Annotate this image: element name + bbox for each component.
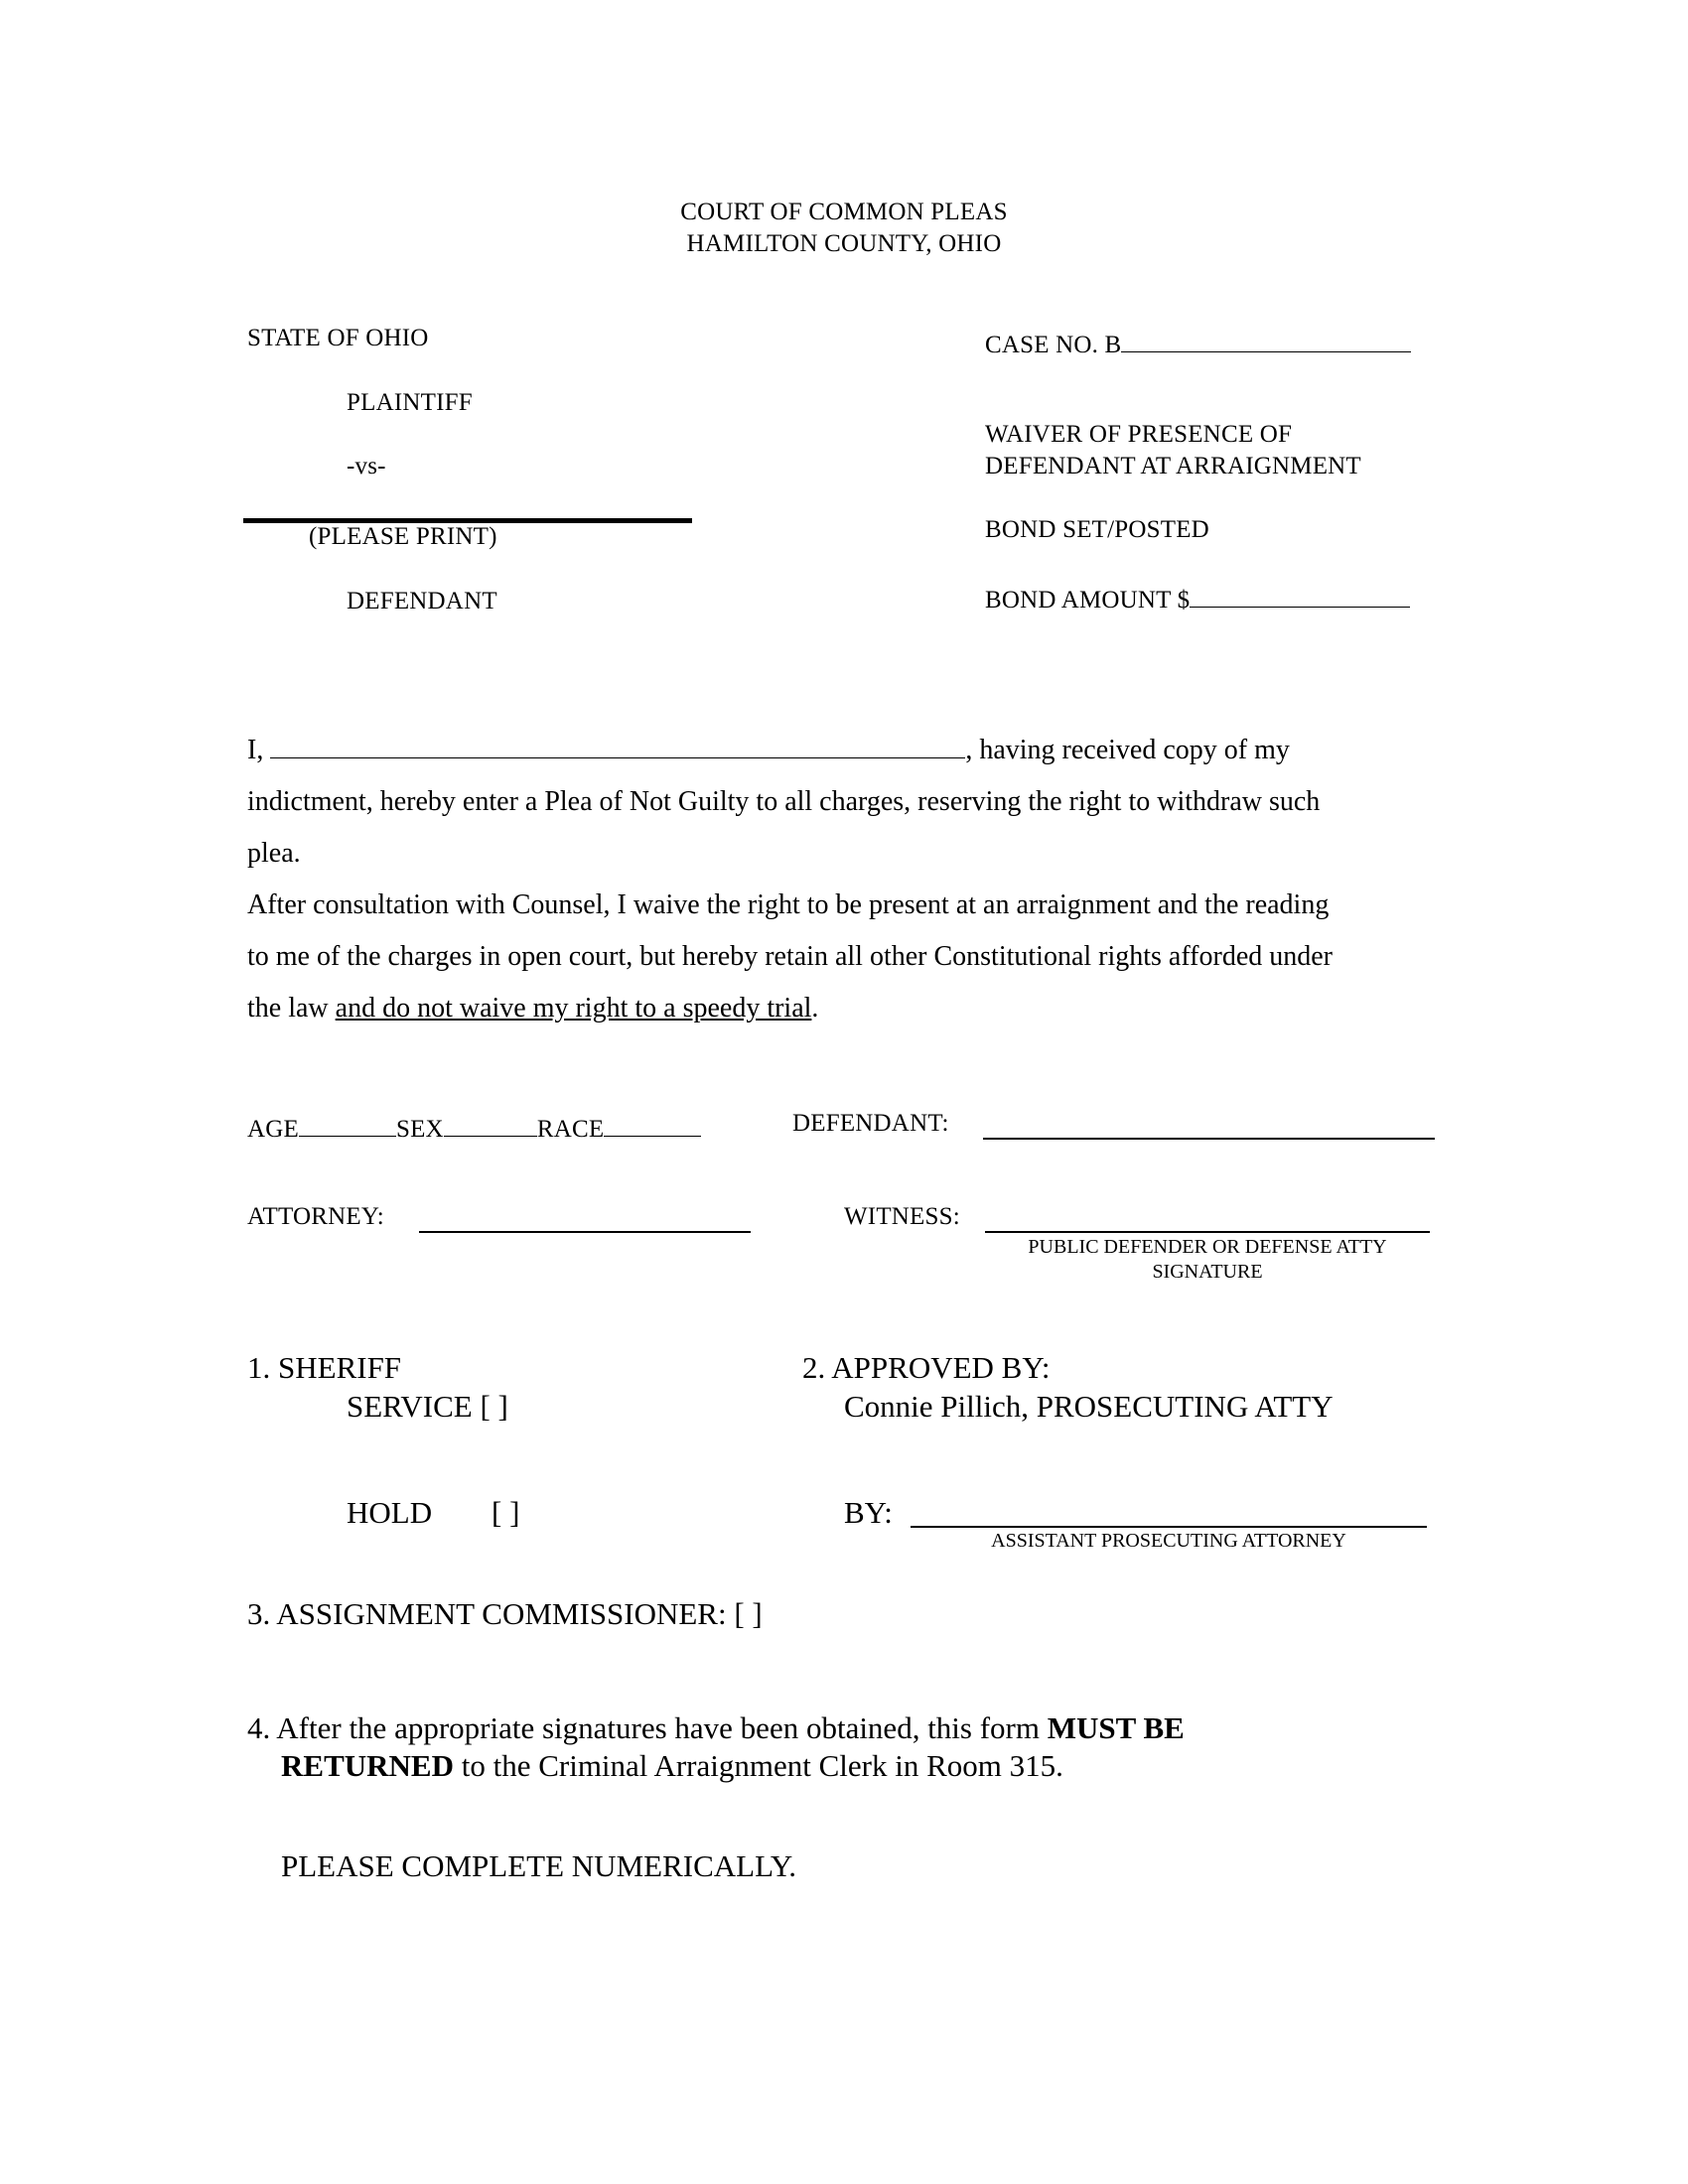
waiver-line-1: After consultation with Counsel, I waive the right to be present at an arraignment and the reading xyxy=(247,889,1330,920)
case-number-label: CASE NO. B xyxy=(985,332,1122,358)
attorney-signature-line[interactable] xyxy=(419,1231,751,1233)
demographics-row xyxy=(247,1110,701,1144)
please-print-note: (PLEASE PRINT) xyxy=(309,523,497,550)
sheriff-heading: 1. SHERIFF xyxy=(247,1350,402,1385)
sheriff-service-checkbox[interactable]: SERVICE [ ] xyxy=(347,1389,508,1424)
bond-amount-field[interactable] xyxy=(1190,580,1410,608)
witness-signature-line[interactable] xyxy=(985,1231,1430,1233)
case-number-field[interactable] xyxy=(1121,325,1411,352)
sheriff-hold-checkbox[interactable]: [ ] xyxy=(492,1495,520,1530)
sex-label: SEX xyxy=(395,1116,444,1143)
bond-set-posted: BOND SET/POSTED xyxy=(985,516,1209,543)
plea-statement xyxy=(247,725,1439,1034)
witness-caption-line2: SIGNATURE xyxy=(1152,1261,1263,1283)
waiver-line-2: to me of the charges in open court, but hereby retain all other Constitutional rights afforded under xyxy=(247,941,1333,972)
approved-by-heading: 2. APPROVED BY: xyxy=(802,1350,1051,1385)
witness-label: WITNESS: xyxy=(844,1203,960,1230)
age-field[interactable] xyxy=(299,1110,396,1137)
race-label: RACE xyxy=(536,1116,605,1143)
speedy-trial-clause: and do not waive my right to a speedy trial xyxy=(335,993,812,1024)
age-label: AGE xyxy=(247,1116,299,1143)
county-name: HAMILTON COUNTY, OHIO xyxy=(686,230,1002,257)
plea-line-1: I, , having received copy of my xyxy=(247,725,1439,776)
sheriff-hold-label: HOLD xyxy=(347,1495,433,1530)
court-name: COURT OF COMMON PLEAS xyxy=(680,199,1008,225)
race-field[interactable] xyxy=(604,1110,701,1137)
attorney-label: ATTORNEY: xyxy=(247,1203,384,1230)
bond-amount-label: BOND AMOUNT $ xyxy=(985,587,1191,614)
return-instruction-line2: RETURNED to the Criminal Arraignment Clerk in Room 315. xyxy=(281,1748,1063,1783)
plaintiff-name: STATE OF OHIO xyxy=(247,325,429,351)
by-label: BY: xyxy=(844,1495,893,1530)
defendant-signature-line[interactable] xyxy=(983,1138,1435,1140)
assistant-prosecutor-signature-line[interactable] xyxy=(911,1526,1427,1528)
waiver-line-3: the law and do not waive my right to a speedy trial. xyxy=(247,993,819,1024)
plea-line-3: plea. xyxy=(247,838,301,869)
plea-line-2: indictment, hereby enter a Plea of Not Guilty to all charges, reserving the right to withdraw such xyxy=(247,786,1321,817)
case-number xyxy=(985,325,1411,359)
assistant-prosecutor-caption: ASSISTANT PROSECUTING ATTORNEY xyxy=(991,1530,1346,1552)
defendant-full-name-field[interactable] xyxy=(270,730,965,758)
bond-amount xyxy=(985,580,1410,614)
assignment-commissioner-checkbox[interactable]: 3. ASSIGNMENT COMMISSIONER: [ ] xyxy=(247,1596,763,1631)
witness-caption-line1: PUBLIC DEFENDER OR DEFENSE ATTY xyxy=(1028,1236,1387,1258)
defendant-signature-label: DEFENDANT: xyxy=(792,1110,949,1137)
plaintiff-label: PLAINTIFF xyxy=(347,389,473,416)
sex-field[interactable] xyxy=(444,1110,537,1137)
return-instruction-line1: 4. After the appropriate signatures have been obtained, this form MUST BE xyxy=(247,1710,1185,1745)
form-title-line1: WAIVER OF PRESENCE OF xyxy=(985,421,1293,448)
defendant-caption-label: DEFENDANT xyxy=(347,588,497,614)
prosecutor-name: Connie Pillich, PROSECUTING ATTY xyxy=(844,1389,1334,1424)
form-title-line2: DEFENDANT AT ARRAIGNMENT xyxy=(985,453,1361,479)
versus-label: -vs- xyxy=(347,453,386,479)
complete-numerically-note: PLEASE COMPLETE NUMERICALLY. xyxy=(281,1848,797,1883)
